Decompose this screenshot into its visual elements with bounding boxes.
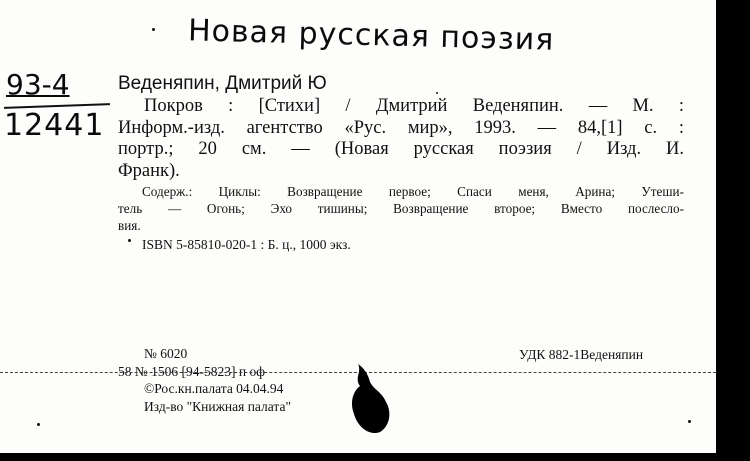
- dust-speck: [436, 92, 438, 94]
- contents-line: тель — Огонь; Эхо тишины; Возвращение второе; Вместо послесло-: [118, 201, 684, 216]
- dust-speck: [688, 420, 691, 423]
- scan-border-right: [716, 0, 750, 461]
- isbn-line: ISBN 5-85810-020-1 : Б. ц., 1000 экз.: [142, 237, 351, 252]
- shelfmark-bottom: 12441: [4, 108, 105, 143]
- description-line: Покров : [Стихи] / Дмитрий Веденяпин. — М. :: [144, 96, 684, 116]
- udk-code: УДК 882-1Веденяпин: [519, 347, 644, 362]
- shelfmark-top: 93-4: [6, 68, 70, 101]
- description-line: портр.; 20 см. — (Новая русская поэзия / Изд. И.: [118, 139, 684, 159]
- description-line: Информ.-изд. агентство «Рус. мир», 1993. — 84,[1] с. :: [118, 117, 684, 138]
- registration-number: № 6020: [144, 346, 188, 361]
- dust-speck: [37, 423, 40, 426]
- publisher-line: Изд-во "Книжная палата": [144, 398, 291, 414]
- description-line: Франк).: [118, 160, 180, 181]
- dust-speck: [152, 28, 155, 31]
- bibliographic-description: [118, 96, 684, 182]
- contents-line: Содерж.: Циклы: Возвращение первое; Спаси меня, Арина; Утеши-: [142, 184, 684, 199]
- print-line: 58 № 1506 [94-5823] п оф: [118, 363, 265, 379]
- contents-line: вия.: [118, 218, 141, 233]
- registration-block: [118, 345, 291, 415]
- book-chamber-line: ©Рос.кн.палата 04.04.94: [144, 381, 284, 396]
- contents-note: [118, 183, 684, 234]
- handwritten-title: Новая русская поэзия: [187, 13, 555, 58]
- ink-blot: [344, 362, 392, 436]
- author-heading: Веденяпин, Дмитрий Ю: [118, 73, 327, 94]
- scan-border-bottom: [0, 453, 750, 461]
- dust-speck: [128, 239, 131, 242]
